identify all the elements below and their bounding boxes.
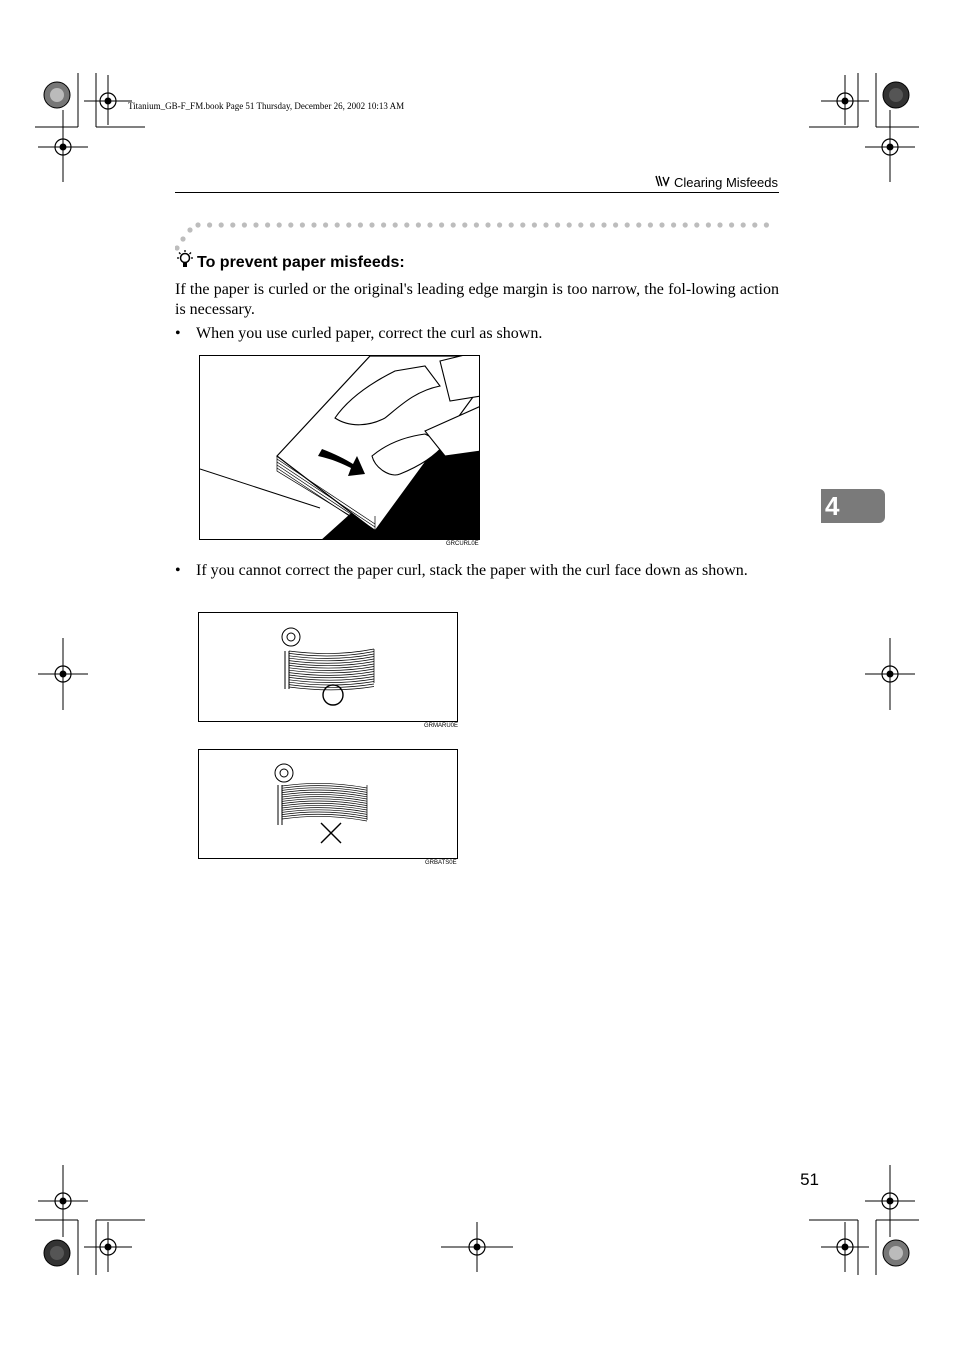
running-header [654,174,778,191]
bullet-text: When you use curled paper, correct the curl as shown. [196,325,543,342]
dotted-separator [175,218,779,252]
bullet-marker: • [175,562,181,579]
figure-code: GRMARU0E [424,723,459,729]
incorrect-stack-figure [198,749,458,859]
lightbulb-icon [175,250,195,275]
bullet-item [175,324,779,344]
bullet-item [175,561,779,581]
tip-heading [175,250,405,275]
paper-jam-icon [654,174,670,191]
header-rule [175,192,779,193]
figure-code: GRCURL0E [446,541,479,547]
correct-circle-icon [323,685,343,705]
bullet-text: If you cannot correct the paper curl, stack the paper with the curl face down as shown. [196,562,748,579]
correct-stack-figure [198,612,458,722]
body-paragraph: If the paper is curled or the original's leading edge margin is too narrow, the fol-lowing action is necessary. [175,281,779,318]
tip-heading-text: To prevent paper misfeeds: [197,253,405,271]
page-number: 51 [800,1170,819,1189]
section-title: Clearing Misfeeds [673,175,778,190]
incorrect-cross-icon [321,823,341,843]
figure-code: GRBATS0E [425,860,457,866]
hands-flattening-paper-illustration [199,355,480,540]
chapter-tab: 4 [821,489,885,523]
file-info: Titanium_GB-F_FM.book Page 51 Thursday, December 26, 2002 10:13 AM [128,101,405,111]
bullet-marker: • [175,325,181,342]
